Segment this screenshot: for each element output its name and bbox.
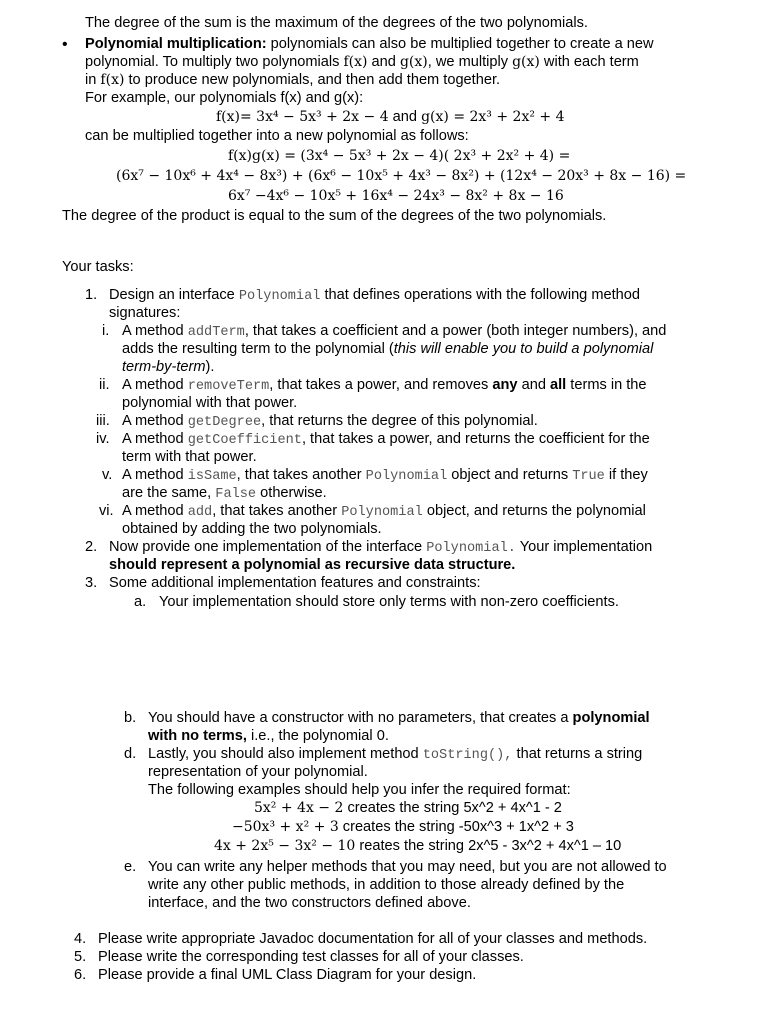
text-span: A method [122,323,188,339]
text-span: Now provide one implementation of the interface [109,539,427,555]
text-line: representation of your polynomial. [148,764,368,780]
text-span: with each term [539,54,639,70]
example-line [232,818,574,836]
text-span: in [85,72,101,88]
text-line [122,430,650,450]
list-number: 5. [74,949,87,965]
code-span: toString(), [422,748,513,763]
math-span: f(x)= 3x⁴ − 5x³ + 2x − 4 [216,109,389,125]
list-number: 2. [85,539,98,555]
text-span: object, and returns the polynomial [422,503,646,519]
text-line: The degree of the product is equal to the sum of the degrees of the two polynomials. [62,208,607,224]
code-span: add [187,505,213,520]
text-span: , we multiply [427,54,513,70]
text-line [122,412,538,432]
list-number: b. [124,710,137,726]
code-span: True [572,469,605,484]
text-span: to produce new polynomials, and then add them together. [124,72,501,88]
text-span: reates the string 2x^5 - 3x^2 + 4x^1 – 10 [355,838,622,854]
text-line: write any other public methods, in addition to those already defined by the [148,877,625,893]
text-line: For example, our polynomials f(x) and g(x): [85,90,364,106]
math-span: g(x) [399,54,428,70]
list-number: d. [124,746,137,762]
text-line: term with that power. [122,449,257,465]
text-line: You can write any helper methods that you may need, but you are not allowed to [148,859,667,875]
code-span: Polynomial [365,469,448,484]
text-line [122,466,648,486]
code-span: getCoefficient [187,433,302,448]
math-span: g(x) = 2x³ + 2x² + 4 [421,109,565,125]
text-line [148,745,642,765]
text-line: signatures: [109,305,181,321]
equation: f(x)g(x) = (3x⁴ − 5x³ + 2x − 4)( 2x³ + 2x² + 4) = [228,148,571,164]
text-line [148,709,650,727]
section-heading: Your tasks: [62,259,134,275]
text-span: creates the string -50x^3 + 1x^2 + 3 [338,819,574,835]
text-line: Some additional implementation features and constraints: [109,575,481,591]
text-span: A method [122,377,188,393]
text-span: , that takes a coefficient and a power (both integer numbers), and [244,323,667,339]
text-line [148,727,389,745]
text-span: Your implementation [515,539,653,555]
list-number: 6. [74,967,87,983]
list-number: 1. [85,287,98,303]
italic-span: term-by-term [122,359,206,375]
bullet-icon: • [62,36,68,53]
equation: (6x⁷ − 10x⁶ + 4x⁴ − 8x³) + (6x⁶ − 10x⁵ + 4x³ − 8x²) + (12x⁴ − 20x³ + 8x − 16) = [116,168,687,184]
list-number: vi. [99,503,114,519]
example-line [214,837,621,855]
code-span: getDegree [187,415,262,430]
math-span: f(x) [343,54,368,70]
text-line [122,502,646,522]
list-number: a. [134,594,147,610]
text-span: Lastly, you should also implement method [148,746,423,762]
code-span: addTerm [187,325,245,340]
bold-heading: Polynomial multiplication: [85,36,267,52]
text-span: that defines operations with the following method [320,287,641,303]
math-span: −50x³ + x² + 3 [232,819,339,835]
text-line: Please write the corresponding test classes for all of your classes. [98,949,524,965]
list-number: v. [102,467,113,483]
text-line [109,538,652,558]
code-span: False [215,487,257,502]
text-line: can be multiplied together into a new polynomial as follows: [85,128,469,144]
text-line [122,376,647,396]
text-span: ). [205,359,215,375]
code-span: isSame [187,469,237,484]
list-number: e. [124,859,137,875]
text-span: that returns a string [512,746,643,762]
text-span: A method [122,467,188,483]
code-span: Polynomial [341,505,423,520]
equation [216,108,565,126]
text-span: otherwise. [256,485,327,501]
text-span: You should have a constructor with no parameters, that creates a [148,710,573,726]
text-span: A method [122,431,188,447]
list-number: iv. [96,431,110,447]
text-span: Design an interface [109,287,239,303]
text-span: polynomials can also be multiplied together to create a new [266,36,654,52]
text-span: and [388,109,422,125]
text-line: The degree of the sum is the maximum of the degrees of the two polynomials. [85,15,588,31]
text-span: , that takes another [212,503,342,519]
text-span: A method [122,413,188,429]
text-span: A method [122,503,188,519]
math-span: f(x) [100,72,125,88]
bold-span: should represent a polynomial as recursive data structure. [109,557,516,573]
text-line: Please provide a final UML Class Diagram for your design. [98,967,477,983]
text-span: creates the string 5x^2 + 4x^1 - 2 [343,800,562,816]
text-span: polynomial. To multiply two polynomials [85,54,344,70]
text-span: and [367,54,400,70]
text-line [122,484,327,504]
text-line [85,35,654,53]
text-line [122,340,653,358]
code-span: removeTerm [187,379,270,394]
code-span: Polynomial. [426,541,516,556]
text-span: i.e., the polynomial 0. [246,728,389,744]
math-span: 4x + 2x⁵ − 3x² − 10 [214,838,356,854]
text-line: obtained by adding the two polynomials. [122,521,382,537]
text-line [85,71,500,89]
bold-span: all [550,377,567,393]
text-span: object and returns [447,467,573,483]
text-span: are the same, [122,485,216,501]
text-line: polynomial with that power. [122,395,298,411]
code-span: Polynomial [238,289,321,304]
example-line [254,799,562,817]
list-number: 4. [74,931,87,947]
bold-span: with no terms, [148,728,247,744]
text-line: Your implementation should store only terms with non-zero coefficients. [159,594,619,610]
text-span: , that takes a power, and removes [269,377,493,393]
math-span: g(x) [512,54,540,70]
text-line [122,358,214,376]
text-line [122,322,666,342]
text-line: interface, and the two constructors defined above. [148,895,471,911]
text-span: terms in the [566,377,647,393]
text-line: The following examples should help you infer the required format: [148,782,571,798]
text-line: Please write appropriate Javadoc documentation for all of your classes and methods. [98,931,648,947]
text-span: , that takes a power, and returns the coefficient for the [301,431,650,447]
text-line [85,53,639,71]
text-line [109,556,515,574]
text-span: if they [604,467,648,483]
equation: 6x⁷ −4x⁶ − 10x⁵ + 16x⁴ − 24x³ − 8x² + 8x − 16 [228,188,564,204]
text-span: , that returns the degree of this polynomial. [261,413,538,429]
bold-span: polynomial [572,710,650,726]
list-number: ii. [99,377,110,393]
text-span: and [517,377,551,393]
bold-span: any [492,377,518,393]
list-number: i. [102,323,110,339]
text-line [109,286,640,306]
math-span: 5x² + 4x − 2 [254,800,344,816]
text-span: adds the resulting term to the polynomial ( [122,341,394,357]
text-span: , that takes another [236,467,366,483]
list-number: 3. [85,575,98,591]
italic-span: this will enable you to build a polynomial [393,341,654,357]
list-number: iii. [96,413,110,429]
